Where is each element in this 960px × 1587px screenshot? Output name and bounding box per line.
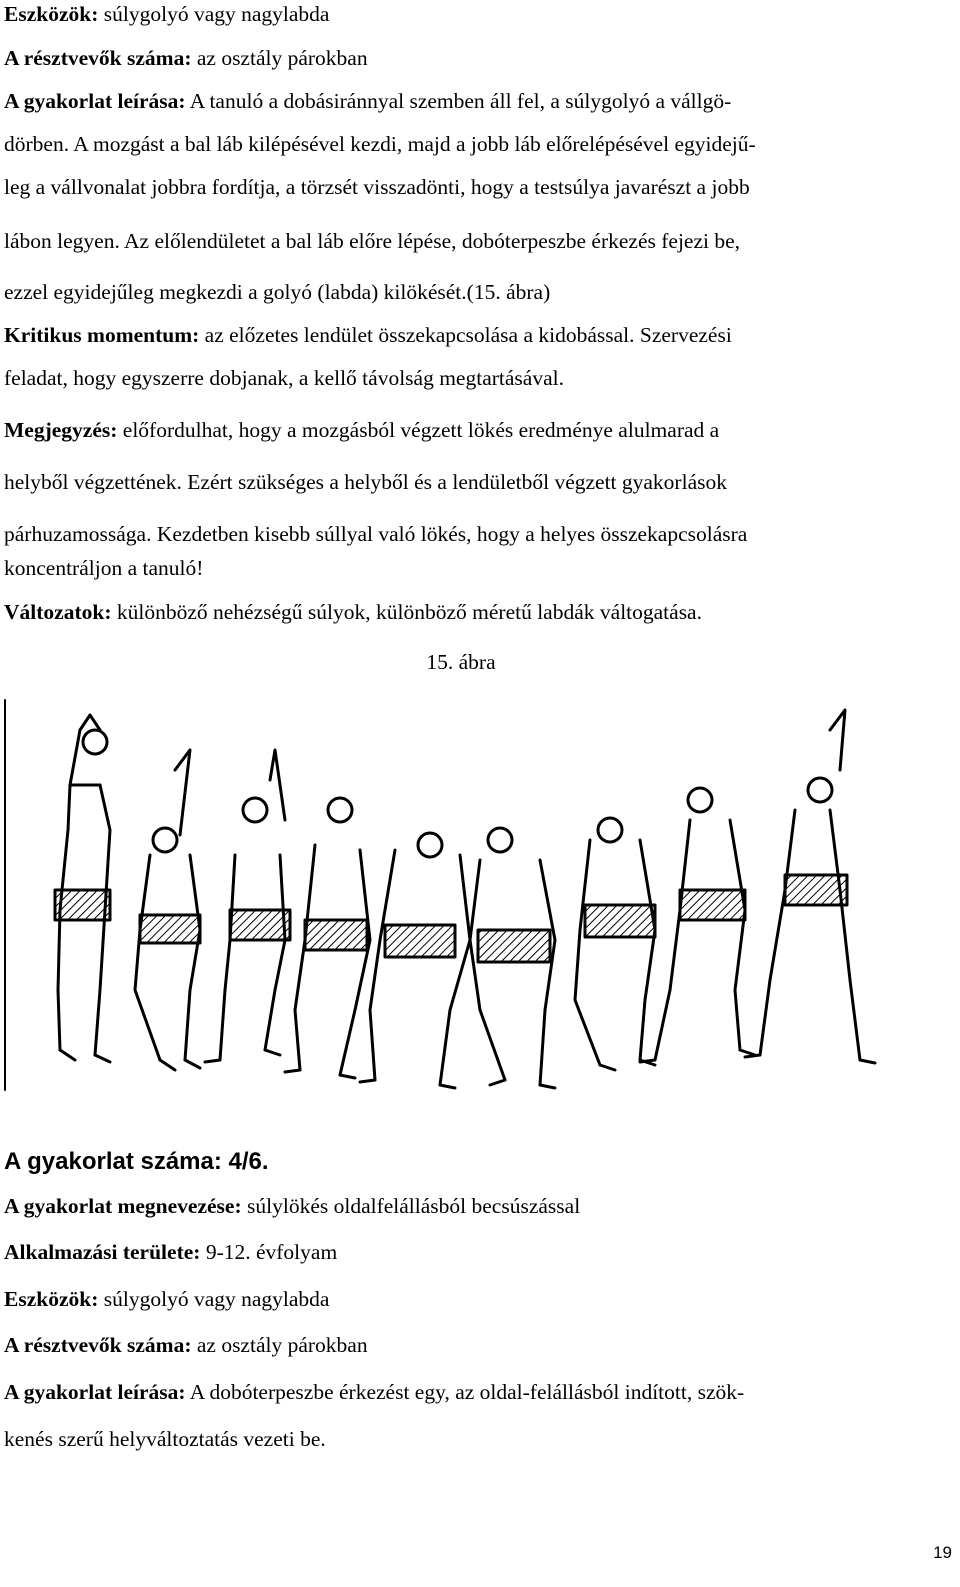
athlete-figure-9 <box>745 710 875 1063</box>
athlete-figure-8 <box>640 788 755 1062</box>
description-label-2: A gyakorlat leírása: <box>4 1380 186 1404</box>
participants-label: A résztvevők száma: <box>4 46 192 70</box>
critical-line-2 <box>4 366 564 391</box>
equipment-label-2: Eszközök: <box>4 1287 99 1311</box>
description2-line-1 <box>4 1380 950 1405</box>
note-line-2 <box>4 470 950 495</box>
critical-text: feladat, hogy egyszerre dobjanak, a kellő távolság megtartásával. <box>4 366 564 390</box>
note-line-1 <box>4 418 950 443</box>
application-area-label: Alkalmazási területe: <box>4 1240 201 1264</box>
description-line-5 <box>4 280 550 305</box>
note-text: koncentráljon a tanuló! <box>4 556 204 580</box>
description-text: A tanuló a dobásiránnyal szemben áll fel, a súlygolyó a vállgö- <box>185 89 732 113</box>
exercise-name-label: A gyakorlat megnevezése: <box>4 1194 242 1218</box>
athlete-figure-4 <box>285 798 370 1078</box>
note-label: Megjegyzés: <box>4 418 118 442</box>
variants-label: Változatok: <box>4 600 112 624</box>
description-line-4 <box>4 229 950 254</box>
description-text: ezzel egyidejűleg megkezdi a golyó (labda) kilökését.(15. ábra) <box>4 280 551 304</box>
description-text: lábon legyen. Az előlendületet a bal láb előre lépése, dobóterpeszbe érkezés fejezi be, <box>4 229 741 253</box>
application-area-line <box>4 1240 337 1265</box>
shot-put-sequence-figure <box>0 690 960 1105</box>
athlete-figure-6 <box>470 828 555 1088</box>
athlete-figure-2 <box>135 750 200 1070</box>
note-text: helyből végzettének. Ezért szükséges a helyből és a lendületből végzett gyakorlások <box>4 470 727 494</box>
description2-text: A dobóterpeszbe érkezést egy, az oldal-felállásból indított, szök- <box>185 1380 745 1404</box>
exercise-name-line <box>4 1194 580 1219</box>
critical-line-1 <box>4 323 950 348</box>
equipment-value: súlygolyó vagy nagylabda <box>98 2 330 26</box>
note-text: párhuzamossága. Kezdetben kisebb súllyal való lökés, hogy a helyes összekapcsolásra <box>4 522 748 546</box>
description-line-3 <box>4 175 950 200</box>
description-label: A gyakorlat leírása: <box>4 89 186 113</box>
application-area-value: 9-12. évfolyam <box>200 1240 338 1264</box>
figure-caption: 15. ábra <box>426 650 496 674</box>
exercise-name-value: súlylökés oldalfelállásból becsúszással <box>241 1194 581 1218</box>
note-line-4 <box>4 556 203 581</box>
participants-label-2: A résztvevők száma: <box>4 1333 192 1357</box>
participants-line-2 <box>4 1333 368 1358</box>
description2-line-2 <box>4 1427 326 1452</box>
description-line-1 <box>4 89 950 114</box>
description2-text: kenés szerű helyváltoztatás vezeti be. <box>4 1427 326 1451</box>
athlete-figure-7 <box>575 818 655 1070</box>
note-text: előfordulhat, hogy a mozgásból végzett lökés eredménye alulmarad a <box>117 418 720 442</box>
description-text: leg a vállvonalat jobbra fordítja, a törzsét visszadönti, hogy a testsúlya javarészt a jobb <box>4 175 750 199</box>
participants-line <box>4 46 368 71</box>
exercise-number-heading: A gyakorlat száma: 4/6. <box>4 1148 269 1175</box>
description-line-2 <box>4 132 950 157</box>
participants-value: az osztály párokban <box>191 46 368 70</box>
equipment-line <box>4 2 329 27</box>
critical-label: Kritikus momentum: <box>4 323 200 347</box>
description-text: dörben. A mozgást a bal láb kilépésével kezdi, majd a jobb láb előrelépésével egyidejű- <box>4 132 756 156</box>
equipment-line-2 <box>4 1287 329 1312</box>
variants-line <box>4 600 702 625</box>
page-number: 19 <box>933 1543 952 1562</box>
athlete-figure-5 <box>360 833 470 1088</box>
athlete-figure-3 <box>205 750 290 1062</box>
equipment-value-2: súlygolyó vagy nagylabda <box>98 1287 330 1311</box>
participants-value-2: az osztály párokban <box>191 1333 368 1357</box>
athlete-figure-1 <box>55 715 110 1062</box>
equipment-label: Eszközök: <box>4 2 99 26</box>
critical-text: az előzetes lendület összekapcsolása a kidobással. Szervezési <box>199 323 732 347</box>
variants-value: különböző nehézségű súlyok, különböző méretű labdák váltogatása. <box>111 600 702 624</box>
note-line-3 <box>4 522 950 547</box>
